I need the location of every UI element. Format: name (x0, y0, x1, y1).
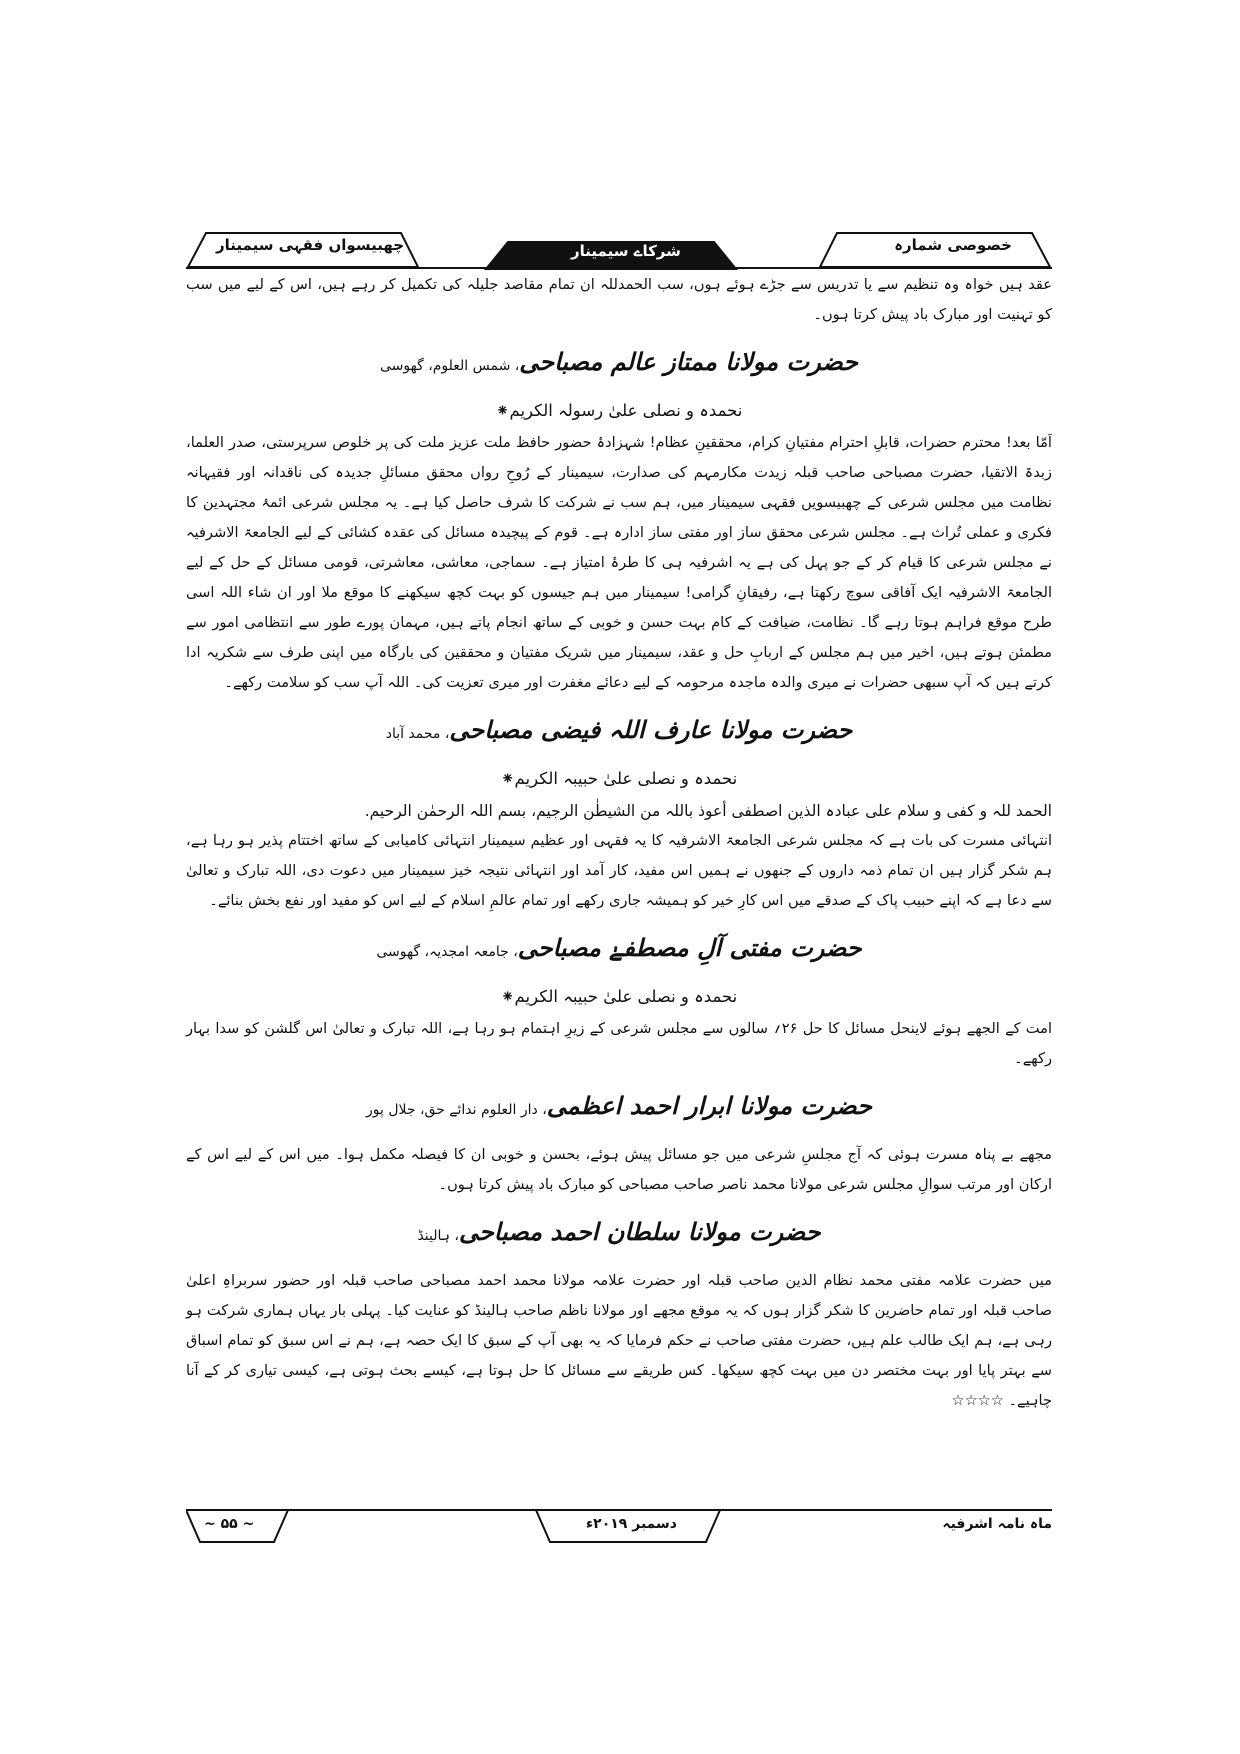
speaker-name: حضرت مولانا ابرار احمد اعظمی (546, 1091, 872, 1120)
page-number: ~ ۵۵ ~ (204, 1516, 255, 1532)
speech-paragraph: میں حضرت علامہ مفتی محمد نظام الدین صاحب قبلہ اور حضرت علامہ مولانا محمد احمد مصباحی صاحب قبلہ اور حضور سربراہِ اعلیٰ صاحب قبلہ اور تمام حاضرین کا شکر گزار ہوں کہ یہ موقع مجھے اور مولانا ناظم صاحب ہالینڈ کو عنایت کیا۔ پہلی بار یہاں ہماری شرکت ہو رہی ہے، ہم ایک طالب علم ہیں، حضرت مفتی صاحب نے حکم فرمایا کہ یہ بھی آپ کے سبق کا ایک حصہ ہے، ہم نے اس سبق کو تمام اسباق سے بہتر پایا اور بہت مختصر دن میں بہت کچھ سیکھا۔ کس طریقے سے مسائل کا حل ہوتا ہے، کیسے بحث ہوتی ہے، کیسی تیاری کر کے آنا چاہیے۔ ☆☆☆☆ (186, 1272, 1052, 1409)
speaker-place: ، شمس العلوم، گھوسی (380, 358, 520, 374)
speaker-name: حضرت مفتی آلِ مصطفےٰ مصباحی (517, 933, 862, 962)
speaker-name: حضرت مولانا سلطان احمد مصباحی (458, 1217, 821, 1246)
header-center-label: شرکاے سیمینار (571, 242, 681, 260)
speech-paragraph: اَمّا بعد! محترم حضرات، قابلِ احترام مفتیانِ کرام، محققینِ عظام! شہزادۂ حضور حافظ ملت عزیز ملت کی پر خلوص سرپرستی، صدر العلما، زبدۃ الاتقیا، حضرت مصباحی صاحب قبلہ زیدت مکارمہم کی صدارت، سیمینار کے رُوحِ رواں محقق مسائلِ جدیدہ کی ناقدانہ اور فقیہانہ نظامت میں مجلس شرعی کے چھبیسویں فقہی سیمینار میں، ہم سب نے شرکت کا شرف حاصل کیا ہے۔ یہ مجلس شرعی ائمۂ مجتہدین کا فکری و عملی تُراث ہے۔ مجلس شرعی محقق ساز اور مفتی ساز ادارہ ہے۔ قوم کے پیچیدہ مسائل کی عقدہ کشائی کے لیے الجامعۃ الاشرفیہ نے مجلس شرعی کا قیام کر کے جو پہل کی ہے یہ اشرفیہ ہی کا طرۂ امتیاز ہے۔ سماجی، معاشی، معاشرتی، قومی مسائل کے حل کے لیے الجامعۃ الاشرفیہ ایک آفاقی سوچ رکھتا ہے، رفیقانِ گرامی! سیمینار میں ہم جیسوں کو بہت کچھ سیکھنے کا موقع ملا اور ان شاء اللہ اسی طرح موقع فراہم ہوتا رہے گا۔ نظامت، ضیافت کے کام بہت حسن و خوبی کے ساتھ انجام پاتے ہیں، مہمان پورے طور سے انتظامی امور سے مطمئن ہوتے ہیں، اخیر میں ہم مجلس کے اربابِ حل و عقد، سیمینار میں شریک مفتیان و محققین کی بارگاہ میں اپنی طرف سے شکریہ ادا کرتے ہیں کہ آپ سبھی حضرات نے میری والدہ ماجدہ مرحومہ کے لیے دعائے مغفرت اور میری تعزیت کی۔ اللہ آپ سب کو سلامت رکھے۔ (186, 434, 1052, 691)
invocation: نحمدہ و نصلی علیٰ حبیبہ الکریم⁕ (500, 987, 738, 1006)
arabic-opening: الحمد للہ و کفی و سلام علی عبادہ الذین اصطفی أعوذ باللہ من الشیطٰن الرجیم، بسم اللہ الرحمٰن الرحیم. (364, 802, 1052, 820)
speaker-heading (186, 710, 1052, 754)
speech-paragraph: امت کے الجھے ہوئے لاینحل مسائل کا حل ۲۶؍ سالوں سے مجلس شرعی کے زیرِ اہتمام ہو رہا ہے، اللہ تبارک و تعالیٰ اس گلشن کو سدا بہار رکھے۔ (186, 1020, 1052, 1067)
header-left-label: چھبیسواں فقہی سیمینار (216, 236, 405, 254)
magazine-name: ماہ نامہ اشرفیہ (942, 1516, 1052, 1532)
speaker-heading (186, 1086, 1052, 1130)
invocation: نحمدہ و نصلی علیٰ رسولہ الکریم⁕ (495, 401, 743, 420)
speaker-heading (186, 1212, 1052, 1256)
speaker-place: ، جامعہ امجدیہ، گھوسی (376, 944, 518, 960)
header-right-label: خصوصی شمارہ (894, 236, 1012, 254)
article-body (186, 270, 1052, 1416)
speaker-name: حضرت مولانا عارف اللہ فیضی مصباحی (449, 715, 853, 744)
speaker-heading (186, 342, 1052, 386)
speech-paragraph: انتہائی مسرت کی بات ہے کہ مجلس شرعی الجامعۃ الاشرفیہ کا یہ فقہی اور عظیم سیمینار انتہائی کامیابی کے ساتھ اختتام پذیر ہو رہا ہے، ہم شکر گزار ہیں ان تمام ذمہ داروں کے جنھوں نے ہمیں اس مفید، کار آمد اور انتہائی نتیجہ خیز سیمینار میں دعوت دی، اللہ تبارک و تعالیٰ سے دعا ہے کہ اپنے حبیب پاک کے صدقے میں اس کارِ خیر کو ہمیشہ جاری رکھے اور تمام عالمِ اسلام کے لیے اس کو مفید اور نفع بخش بنائے۔ (186, 832, 1052, 909)
speech-paragraph: مجھے بے پناہ مسرت ہوئی کہ آج مجلسِ شرعی میں جو مسائل پیش ہوئے، بحسن و خوبی ان کا فیصلہ مکمل ہوا۔ میں اس کے لیے اس کے ارکان اور مرتب سوالِ مجلس شرعی مولانا محمد ناصر صاحب مصباحی کو مبارک باد پیش کرتا ہوں۔ (186, 1146, 1052, 1193)
speaker-place: ، ہالینڈ (417, 1228, 459, 1244)
page-footer (186, 1508, 1052, 1548)
speaker-place: ، محمد آباد (385, 726, 450, 742)
issue-date: دسمبر ۲۰۱۹ء (586, 1516, 677, 1532)
page-header (186, 230, 1052, 270)
speaker-name: حضرت مولانا ممتاز عالم مصباحی (519, 347, 858, 376)
speaker-place: ، دار العلوم ندائے حق، جلال پور (366, 1102, 547, 1118)
invocation: نحمدہ و نصلی علیٰ حبیبہ الکریم⁕ (500, 769, 738, 788)
intro-paragraph: عقد ہیں خواہ وہ تنظیم سے یا تدریس سے جڑے ہوئے ہوں، سب الحمدللہ ان تمام مقاصد جلیلہ کی تکمیل کر رہے ہیں، اس کے لیے میں سب کو تہنیت اور مبارک باد پیش کرتا ہوں۔ (186, 276, 1052, 323)
speaker-heading (186, 928, 1052, 972)
